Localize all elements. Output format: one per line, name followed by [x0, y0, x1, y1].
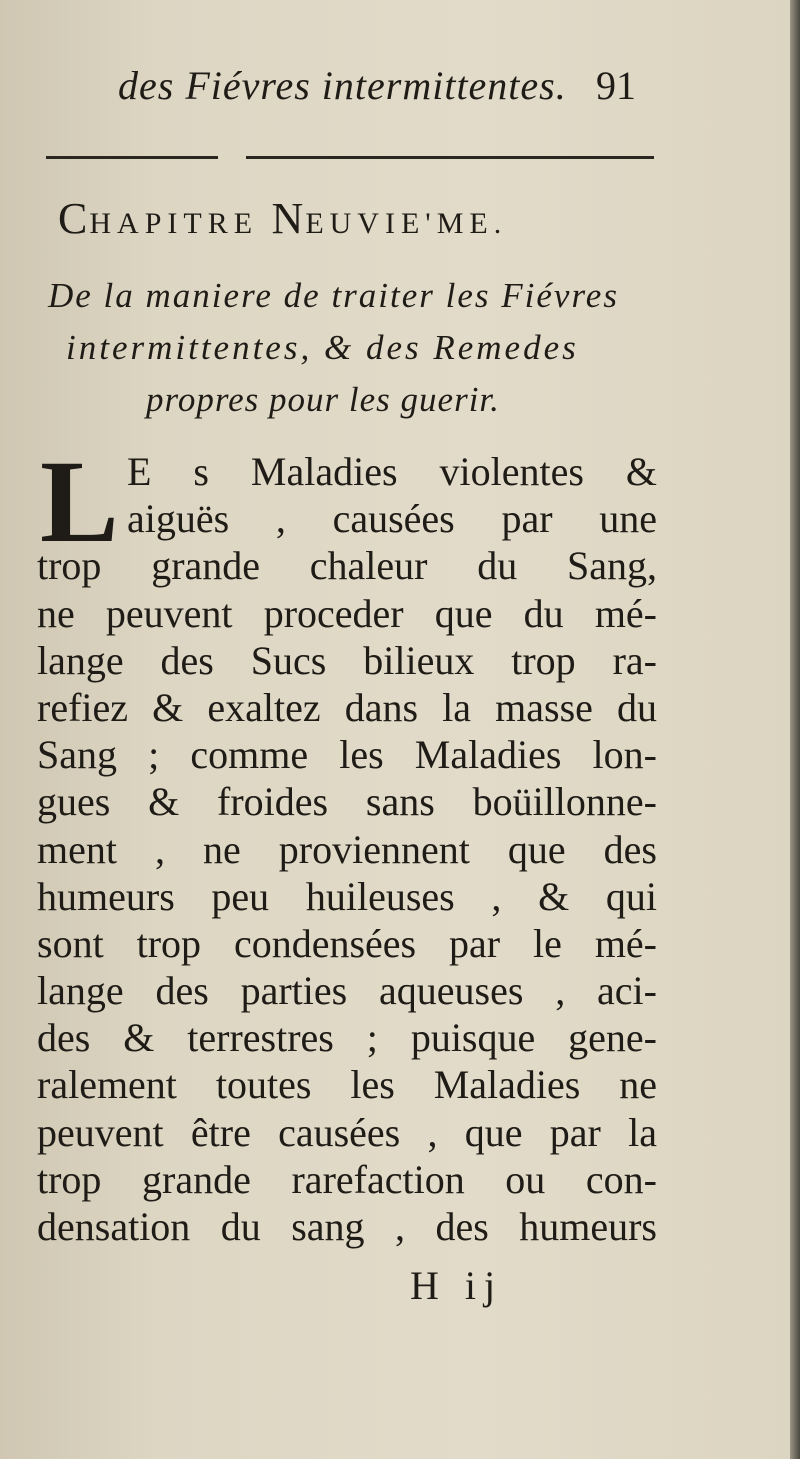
page-edge-shadow: [790, 0, 800, 1459]
header-rule-left: [46, 156, 218, 159]
text-line: humeurs peu huileuses , & qui: [37, 873, 657, 919]
text-line: ment , ne proviennent que des: [37, 826, 657, 872]
text-line: gues & froides sans boüillonne-: [37, 779, 657, 825]
text-line: lange des Sucs bilieux trop ra-: [37, 637, 657, 683]
text-line: Sang ; comme les Maladies lon-: [37, 732, 657, 778]
text-line: refiez & exaltez dans la masse du: [37, 684, 657, 730]
text-line: trop grande rarefaction ou con-: [37, 1156, 657, 1202]
text-line: aiguës , causées par une: [127, 496, 657, 542]
subtitle-line: intermittentes, & des Remedes: [66, 328, 579, 367]
chapter-subtitle: [48, 270, 688, 426]
chapter-heading: [58, 193, 658, 244]
drop-cap: L: [40, 436, 119, 567]
page-header: [118, 62, 678, 122]
text-line: ne peuvent proceder que du mé-: [37, 590, 657, 636]
subtitle-line: De la maniere de traiter les Fiévres: [48, 276, 619, 315]
chapter-initial-1: C: [58, 194, 90, 243]
text-line: lange des parties aqueuses , aci-: [37, 968, 657, 1014]
text-line: sont trop condensées par le mé-: [37, 920, 657, 966]
running-title: des Fiévres intermittentes.: [118, 63, 567, 108]
text-line: densation du sang , des humeurs: [37, 1204, 657, 1249]
body-text: [37, 436, 657, 1250]
text-line: ralement toutes les Maladies ne: [37, 1062, 657, 1108]
signature-mark: H ij: [410, 1263, 504, 1308]
text-line: trop grande chaleur du Sang,: [37, 543, 657, 589]
subtitle-line: propres pour les guerir.: [146, 380, 500, 419]
header-rule-right: [246, 156, 654, 159]
text-line: peuvent être causées , que par la: [37, 1109, 657, 1155]
chapter-initial-2: N: [271, 194, 306, 243]
text-line: E s Maladies violentes &: [127, 449, 657, 494]
chapter-word-2: EUVIE'ME.: [305, 207, 508, 240]
page-number: 91: [596, 63, 636, 108]
text-line: des & terrestres ; puisque gene-: [37, 1015, 657, 1061]
chapter-word-1: HAPITRE: [89, 207, 259, 240]
